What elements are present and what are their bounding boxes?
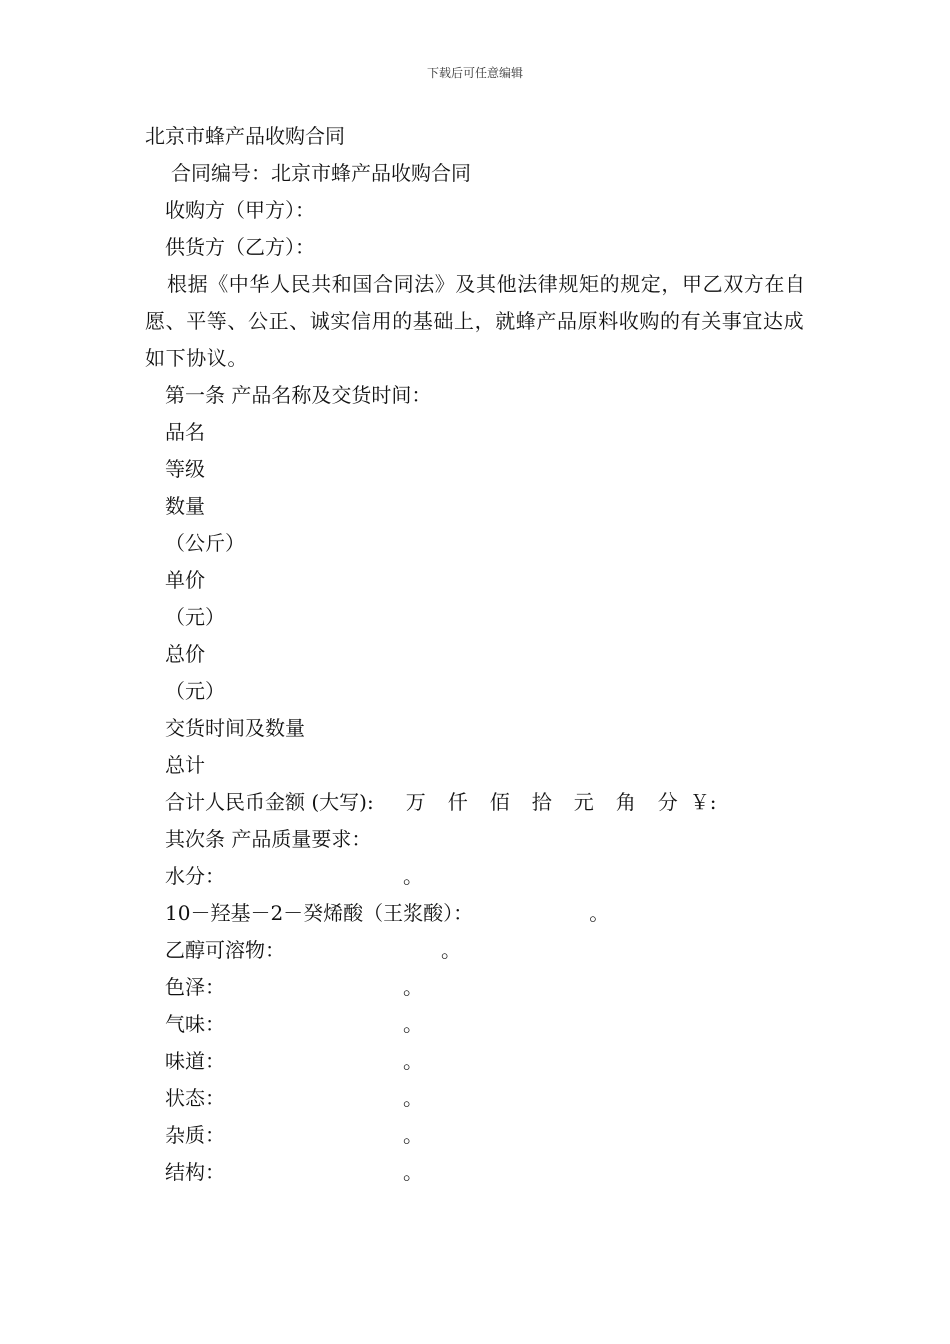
field-quantity: 数量 (165, 494, 205, 518)
quality-item (145, 1043, 810, 1080)
quality-item (145, 1080, 810, 1117)
contract-number: 合同编号：北京市蜂产品收购合同 (171, 161, 471, 185)
money-unit: 万 (405, 790, 426, 814)
quality-end: 。 (403, 864, 423, 888)
money-unit: 仟 (447, 790, 468, 814)
quality-label: 气味： (165, 1012, 225, 1036)
quality-item (145, 1117, 810, 1154)
quality-label: 杂质： (165, 1123, 225, 1147)
quality-item (145, 858, 810, 895)
intro-paragraph: 根据《中华人民共和国合同法》及其他法律规矩的规定，甲乙双方在自愿、平等、公正、诚实信用的基础上，就蜂产品原料收购的有关事宜达成如下协议。 (145, 272, 806, 370)
buyer-line: 收购方（甲方）： (165, 198, 315, 222)
field-total-price: 总价 (165, 642, 205, 666)
quality-label: 味道： (165, 1049, 225, 1073)
quality-item (145, 1154, 810, 1191)
quality-label: 水分： (165, 864, 225, 888)
document-title: 北京市蜂产品收购合同 (145, 124, 345, 148)
field-grade: 等级 (165, 457, 205, 481)
field-unit-price-unit: （元） (165, 605, 225, 629)
quality-label: 结构： (165, 1160, 225, 1184)
quality-item (145, 1006, 810, 1043)
supplier-line: 供货方（乙方）： (165, 235, 315, 259)
money-line (145, 784, 810, 821)
quality-item (145, 932, 810, 969)
field-product-name: 品名 (165, 420, 205, 444)
quality-label: 乙醇可溶物： (165, 938, 285, 962)
quality-end: 。 (403, 1123, 423, 1147)
quality-end: 。 (441, 938, 461, 962)
money-label: 合计人民币金额 (大写): (165, 790, 374, 814)
article-1-heading: 第一条 产品名称及交货时间： (165, 383, 432, 407)
document-body (145, 118, 810, 1191)
money-unit: 佰 (489, 790, 510, 814)
page-header: 下载后可任意编辑 (426, 66, 523, 80)
quality-end: 。 (589, 901, 610, 925)
field-total-price-unit: （元） (165, 679, 225, 703)
quality-end: 。 (403, 1086, 423, 1110)
field-quantity-unit: （公斤） (165, 531, 245, 555)
money-unit: 元 (573, 790, 594, 814)
money-unit: 角 (615, 790, 636, 814)
field-unit-price: 单价 (165, 568, 205, 592)
quality-label: 状态： (165, 1086, 225, 1110)
quality-item (145, 895, 810, 932)
article-2-heading: 其次条 产品质量要求： (165, 827, 372, 851)
quality-end: 。 (403, 975, 423, 999)
quality-end: 。 (403, 1160, 423, 1184)
field-delivery: 交货时间及数量 (165, 716, 305, 740)
money-unit: 分 (657, 790, 678, 814)
quality-label: 10－羟基－2－癸烯酸（王浆酸）： (165, 901, 474, 925)
quality-item (145, 969, 810, 1006)
quality-end: 。 (403, 1049, 423, 1073)
money-unit: ￥: (689, 790, 717, 814)
quality-end: 。 (403, 1012, 423, 1036)
field-total: 总计 (165, 753, 205, 777)
money-unit: 拾 (531, 790, 552, 814)
quality-label: 色泽： (165, 975, 225, 999)
